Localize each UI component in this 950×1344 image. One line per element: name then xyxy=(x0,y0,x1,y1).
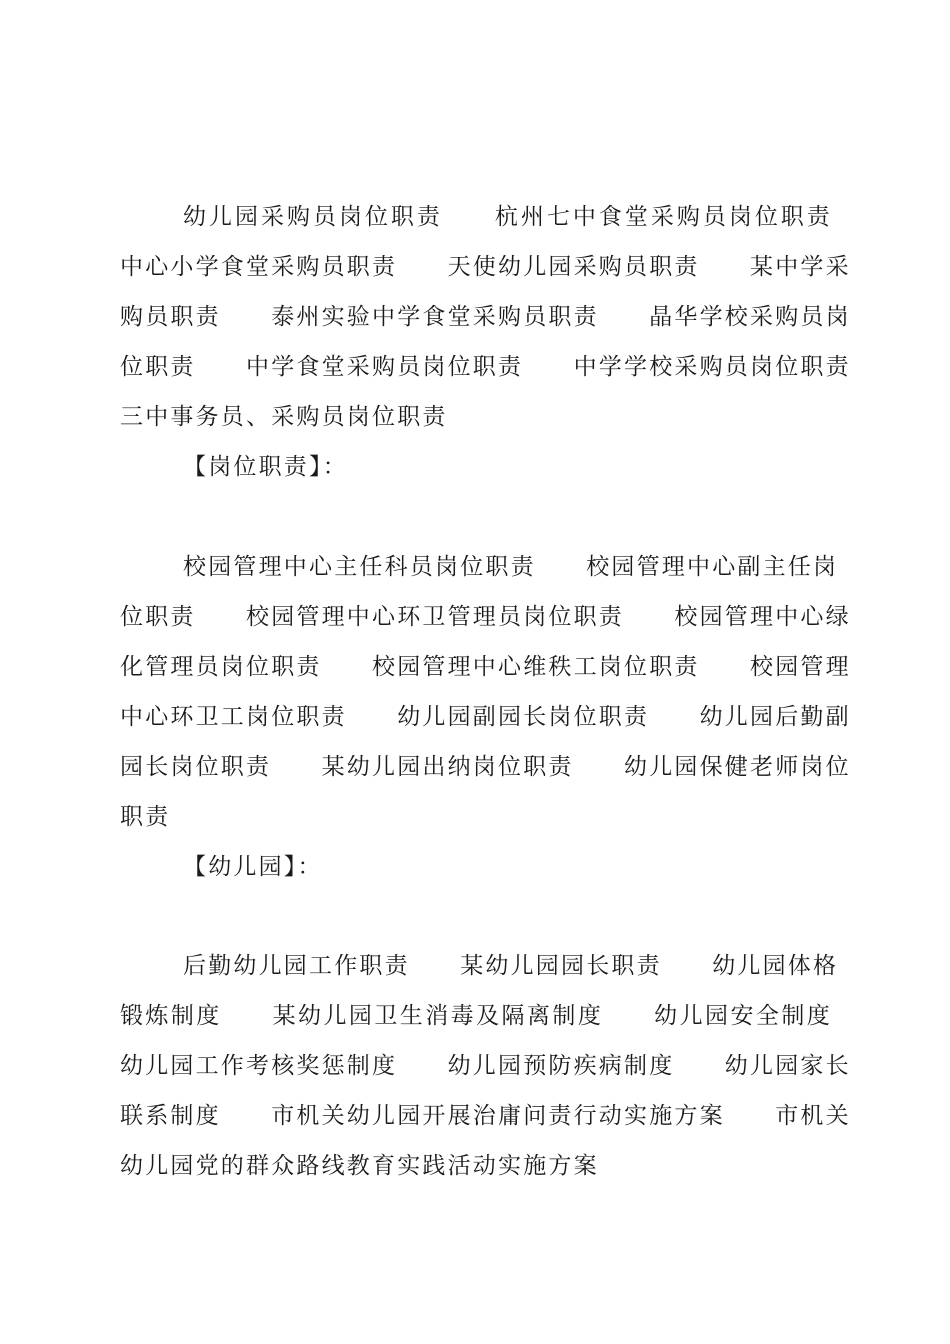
section3-line-1: 后勤幼儿园工作职责 某幼儿园园长职责 幼儿园体格 xyxy=(183,953,839,979)
section2-line-4: 中心环卫工岗位职责 幼儿园副园长岗位职责 幼儿园后勤副 xyxy=(120,704,851,730)
section3-line-2: 锻炼制度 某幼儿园卫生消毒及隔离制度 幼儿园安全制度 xyxy=(120,1003,832,1029)
section1-line-1: 幼儿园采购员岗位职责 杭州七中食堂采购员岗位职责 xyxy=(183,204,832,230)
section3-line-5: 幼儿园党的群众路线教育实践活动实施方案 xyxy=(120,1153,599,1179)
section1-line-2: 中心小学食堂采购员职责 天使幼儿园采购员职责 某中学采 xyxy=(120,254,851,280)
section2-line-3: 化管理员岗位职责 校园管理中心维秩工岗位职责 校园管理 xyxy=(120,654,851,680)
section2-line-5: 园长岗位职责 某幼儿园出纳岗位职责 幼儿园保健老师岗位 xyxy=(120,754,851,780)
section3-line-4: 联系制度 市机关幼儿园开展治庸问责行动实施方案 市机关 xyxy=(120,1103,851,1129)
section3-line-3: 幼儿园工作考核奖惩制度 幼儿园预防疾病制度 幼儿园家长 xyxy=(120,1053,851,1079)
heading-job-duties: 【岗位职责】： xyxy=(183,454,348,480)
section2-line-6: 职责 xyxy=(120,804,171,830)
section1-line-4: 位职责 中学食堂采购员岗位职责 中学学校采购员岗位职责 xyxy=(120,354,851,380)
section2-line-2: 位职责 校园管理中心环卫管理员岗位职责 校园管理中心绿 xyxy=(120,604,851,630)
section2-line-1: 校园管理中心主任科员岗位职责 校园管理中心副主任岗 xyxy=(183,554,839,580)
heading-kindergarten: 【幼儿园】： xyxy=(183,854,323,880)
section1-line-3: 购员职责 泰州实验中学食堂采购员职责 晶华学校采购员岗 xyxy=(120,304,851,330)
section1-line-5: 三中事务员、采购员岗位职责 xyxy=(120,404,448,430)
